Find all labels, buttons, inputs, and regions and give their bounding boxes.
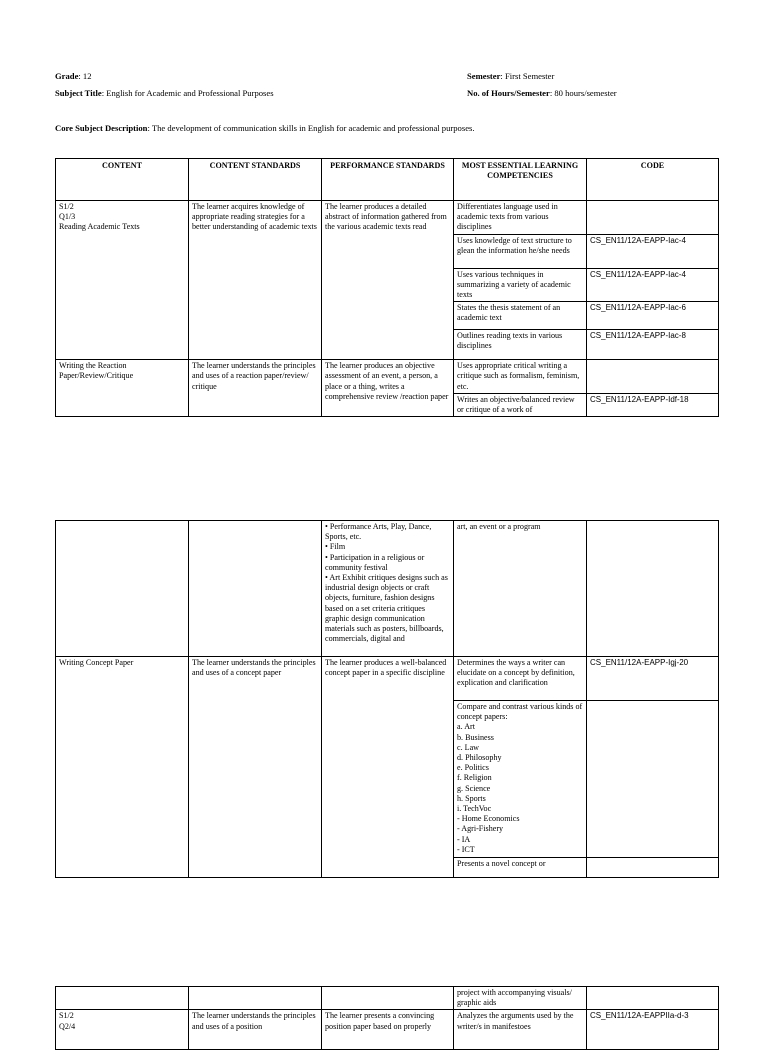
code-cell: [587, 360, 719, 394]
header-content-standards: CONTENT STANDARDS: [189, 159, 322, 201]
semester-line: [467, 71, 554, 82]
description-label: Core Subject Description: [55, 123, 148, 133]
competency-cell: Presents a novel concept or: [454, 858, 587, 878]
content-cell: S1/2 Q1/3 Reading Academic Texts: [56, 201, 189, 360]
performance-standard-cell: The learner produces a detailed abstract of information gathered from the various academic texts read: [322, 201, 454, 360]
table-row: [56, 201, 719, 235]
curriculum-table-2: [55, 520, 719, 878]
competency-cell: art, an event or a program: [454, 521, 587, 657]
competency-cell: Compare and contrast various kinds of concept papers: a. Art b. Business c. Law d. Philosophy e. Politics f. Religion g. Science h. Sports i. TechVoc - Home Economics - Agri-Fishery - IA - ICT: [454, 701, 587, 858]
grade-label: Grade: [55, 71, 79, 81]
subject-line: [55, 88, 274, 99]
competency-cell: Uses various techniques in summarizing a variety of academic texts: [454, 268, 587, 302]
grade-line: [55, 71, 92, 82]
header-content: CONTENT: [56, 159, 189, 201]
performance-standard-cell: [322, 987, 454, 1010]
content-standard-cell: The learner acquires knowledge of appropriate reading strategies for a better understanding of academic texts: [189, 201, 322, 360]
code-cell: CS_EN11/12A-EAPP-Igj-20: [587, 657, 719, 701]
competency-cell: Uses knowledge of text structure to glean the information he/she needs: [454, 234, 587, 268]
header-performance-standards: PERFORMANCE STANDARDS: [322, 159, 454, 201]
performance-standard-cell: The learner produces an objective assessment of an event, a person, a place or a thing, writes a comprehensive review /reaction paper: [322, 360, 454, 417]
code-cell: [587, 858, 719, 878]
performance-standard-cell: The learner produces a well-balanced concept paper in a specific discipline: [322, 657, 454, 878]
code-cell: [587, 701, 719, 858]
performance-standard-cell: The learner presents a convincing position paper based on properly: [322, 1010, 454, 1050]
code-cell: CS_EN11/12A-EAPP-Iac-8: [587, 330, 719, 360]
competency-cell: Determines the ways a writer can elucidate on a concept by definition, explication and clarification: [454, 657, 587, 701]
code-cell: [587, 521, 719, 657]
semester-label: Semester: [467, 71, 501, 81]
code-cell: CS_EN11/12A-EAPP-Iac-4: [587, 234, 719, 268]
table-header-row: [56, 159, 719, 201]
semester-value: : First Semester: [500, 71, 555, 81]
code-cell: CS_EN11/12A-EAPPIIa-d-3: [587, 1010, 719, 1050]
content-cell: S1/2 Q2/4: [56, 1010, 189, 1050]
header-code: CODE: [587, 159, 719, 201]
content-standard-cell: [189, 987, 322, 1010]
competency-cell: Uses appropriate critical writing a critique such as formalism, feminism, etc.: [454, 360, 587, 394]
table-row: [56, 360, 719, 394]
content-standard-cell: The learner understands the principles and uses of a concept paper: [189, 657, 322, 878]
competency-cell: Outlines reading texts in various disciplines: [454, 330, 587, 360]
hours-value: : 80 hours/semester: [549, 88, 617, 98]
performance-standard-cell: • Performance Arts, Play, Dance, Sports, etc. • Film • Participation in a religious or community festival • Art Exhibit critiques designs such as industrial design objects or craft objects, furniture, fashion designs based on a set criteria critiques graphic design communication materials such as posters, billboards, commercials, digital and: [322, 521, 454, 657]
table-row: [56, 657, 719, 701]
competency-cell: project with accompanying visuals/ graphic aids: [454, 987, 587, 1010]
competency-cell: Differentiates language used in academic texts from various disciplines: [454, 201, 587, 235]
curriculum-table-1: [55, 158, 719, 417]
code-cell: CS_EN11/12A-EAPP-Iac-4: [587, 268, 719, 302]
competency-cell: Analyzes the arguments used by the writer/s in manifestoes: [454, 1010, 587, 1050]
table-row: [56, 1010, 719, 1050]
code-cell: CS_EN11/12A-EAPP-Idf-18: [587, 393, 719, 416]
hours-label: No. of Hours/Semester: [467, 88, 550, 98]
table-row: [56, 987, 719, 1010]
code-cell: CS_EN11/12A-EAPP-Iac-6: [587, 302, 719, 330]
subject-value: : English for Academic and Professional Purposes: [101, 88, 274, 98]
description-line: [55, 123, 475, 134]
content-cell: [56, 987, 189, 1010]
curriculum-table-3: [55, 986, 719, 1050]
hours-line: [467, 88, 617, 99]
competency-cell: States the thesis statement of an academic text: [454, 302, 587, 330]
content-cell: [56, 521, 189, 657]
content-standard-cell: [189, 521, 322, 657]
header-competencies: MOST ESSENTIAL LEARNING COMPETENCIES: [454, 159, 587, 201]
grade-value: : 12: [78, 71, 92, 81]
code-cell: [587, 201, 719, 235]
content-standard-cell: The learner understands the principles and uses of a position: [189, 1010, 322, 1050]
content-cell: Writing Concept Paper: [56, 657, 189, 878]
content-cell: Writing the Reaction Paper/Review/Critique: [56, 360, 189, 417]
table-row: [56, 521, 719, 657]
description-value: : The development of communication skills in English for academic and professional purposes.: [147, 123, 475, 133]
competency-cell: Writes an objective/balanced review or critique of a work of: [454, 393, 587, 416]
content-standard-cell: The learner understands the principles and uses of a reaction paper/review/ critique: [189, 360, 322, 417]
code-cell: [587, 987, 719, 1010]
subject-label: Subject Title: [55, 88, 102, 98]
